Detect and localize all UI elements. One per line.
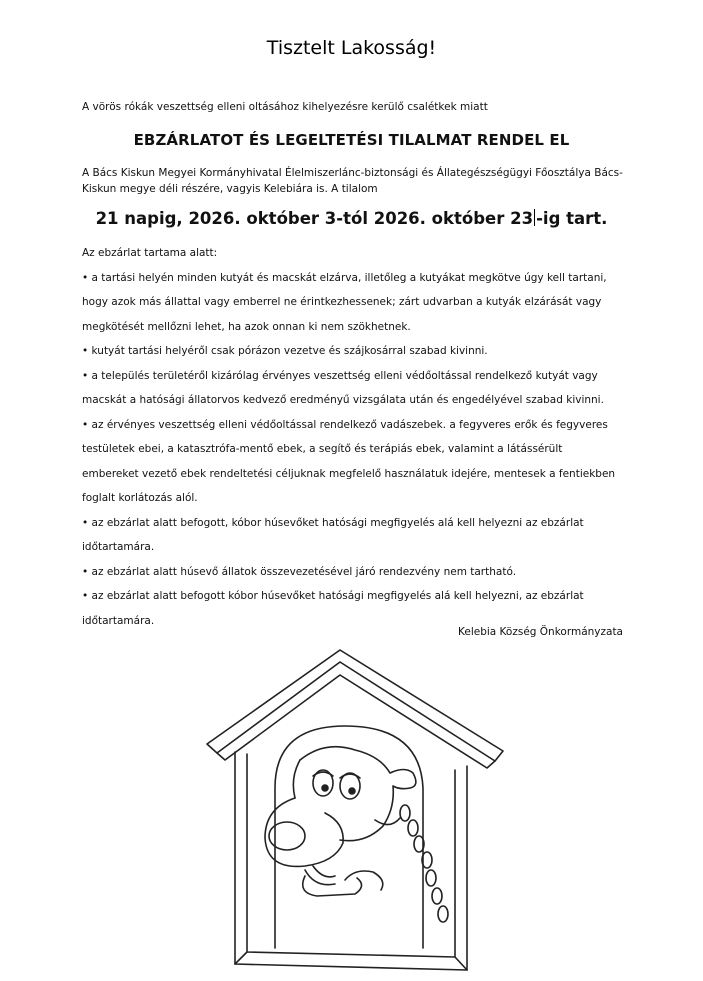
rule-item-continuation: időtartamára. (82, 614, 155, 627)
signature: Kelebia Község Önkormányzata (458, 626, 623, 638)
rule-item: • a település területéről kizárólag érvényes veszettség elleni védőoltással rendelkező kutyát vagy (82, 369, 598, 382)
rule-item: • a tartási helyén minden kutyát és macskát elzárva, illetőleg a kutyákat megkötve úgy kell tartani, (82, 271, 607, 284)
authority-line: A Bács Kiskun Megyei Kormányhivatal Élelmiszerlánc-biztonsági és Állategészségügyi Főosztálya Bács- (82, 167, 623, 179)
rule-item-continuation: macskát a hatósági állatorvos kedvező eredményű vizsgálata után és engedélyével szabad kivinni. (82, 394, 604, 406)
main-headline: EBZÁRLATOT ÉS LEGELTETÉSI TILALMAT RENDEL EL (133, 131, 570, 149)
rule-item-continuation: foglalt korlátozás alól. (82, 492, 198, 504)
rule-item-continuation: hogy azok más állattal vagy emberrel ne érintkezhessenek; zárt udvarban a kutyák elzárását vagy (82, 296, 602, 308)
authority-text (82, 165, 627, 197)
rule-item-continuation: embereket vezető ebek rendeltetési céljuknak megfelelő használatuk idejére, mentesek a fentiekben (82, 467, 616, 480)
ban-dates (0, 209, 703, 228)
authority-line: Kiskun megye déli részére, vagyis Kelebiára is. A tilalom (82, 183, 378, 195)
rule-item: • az ebzárlat alatt befogott, kóbor húsevőket hatósági megfigyelés alá kell helyezni az ebzárlat (82, 516, 584, 529)
rules-list (82, 241, 627, 633)
greeting-heading: Tisztelt Lakosság! (266, 37, 437, 59)
rule-item: • az érvényes veszettség elleni védőoltással rendelkező vadászebek. a fegyveres erők és fegyveres (82, 418, 608, 431)
rule-item: • az ebzárlat alatt befogott kóbor húsevőket hatósági megfigyelés alá kell helyezni, az ebzárlat (82, 590, 584, 602)
text-cursor (534, 209, 535, 226)
dog-in-doghouse-icon (205, 648, 505, 973)
rule-item: • az ebzárlat alatt húsevő állatok összevezetésével járó rendezvény nem tartható. (82, 565, 517, 578)
rule-item-continuation: testületek ebei, a katasztrófa-mentő ebek, a segítő és terápiás ebek, valamint a látássérült (82, 443, 563, 455)
rule-item-continuation: időtartamára. (82, 541, 155, 553)
rules-items (82, 266, 627, 634)
intro-text: A vörös rókák veszettség elleni oltásához kihelyezésre kerülő csalétkek miatt (82, 101, 488, 113)
rule-item: • kutyát tartási helyéről csak pórázon vezetve és szájkosárral szabad kivinni. (82, 345, 488, 357)
ban-dates-suffix: -ig tart. (536, 209, 608, 228)
ban-dates-text: 21 napig, 2026. október 3-tól 2026. október 23 (95, 209, 534, 228)
rule-item-continuation: megkötését mellőzni lehet, ha azok onnan ki nem szökhetnek. (82, 320, 411, 333)
rules-intro: Az ebzárlat tartama alatt: (82, 247, 218, 259)
